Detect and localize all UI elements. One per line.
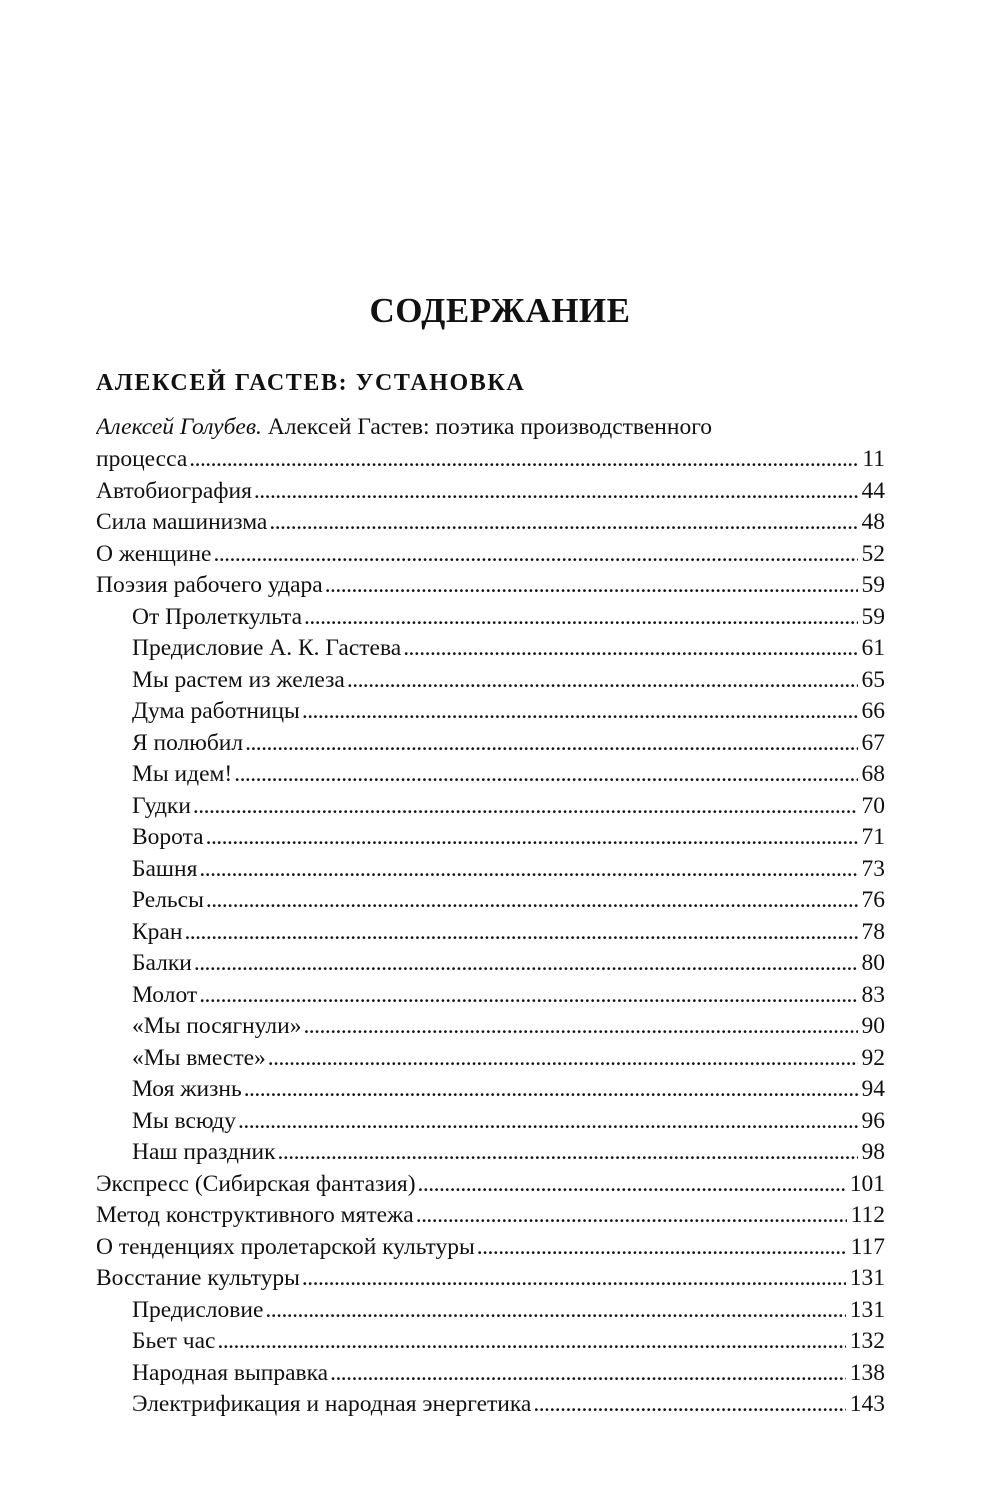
toc-entry (96, 1263, 885, 1295)
toc-entry (96, 1137, 885, 1169)
toc-entry (96, 570, 885, 602)
toc-entry (96, 854, 885, 886)
dot-leader (189, 444, 858, 476)
dot-leader (238, 1106, 857, 1138)
entry-title: Балки (132, 950, 192, 976)
entry-title-line1: Алексей Гастев: поэтика производственного (261, 414, 713, 440)
dot-leader (302, 696, 858, 728)
dot-leader (330, 1358, 846, 1390)
entry-title: Поэзия рабочего удара (96, 572, 323, 598)
entry-title: Дума работницы (132, 698, 300, 724)
toc-entry (96, 1074, 885, 1106)
dot-leader (206, 885, 858, 917)
dot-leader (265, 1295, 845, 1327)
toc-entry (96, 980, 885, 1012)
page-number: 131 (849, 1265, 885, 1291)
entry-title: Гудки (132, 792, 191, 819)
page-number: 117 (850, 1233, 885, 1260)
page-number: 70 (861, 792, 885, 819)
page-number: 48 (861, 509, 885, 535)
toc-list (96, 476, 885, 1421)
page-number: 90 (861, 1013, 885, 1039)
toc-entry (96, 1106, 885, 1138)
toc-entry (96, 696, 885, 728)
toc-entry (96, 1011, 885, 1043)
page-number: 83 (861, 981, 885, 1008)
entry-title: Мы всюду (132, 1107, 237, 1134)
entry-title: Рельсы (132, 887, 204, 913)
toc-entry (96, 1200, 885, 1232)
entry-title: Предисловие (132, 1296, 264, 1323)
toc-entry (96, 602, 885, 634)
entry-title: Автобиография (96, 477, 252, 504)
entry-title-line2: процесса (96, 446, 188, 472)
dot-leader (245, 728, 857, 760)
toc-entry (96, 1326, 885, 1358)
entry-title: Бьет час (132, 1328, 216, 1354)
toc-entry (96, 759, 885, 791)
dot-leader (268, 1043, 858, 1075)
entry-title: О тенденциях пролетарской культуры (96, 1233, 475, 1260)
toc-entry (96, 1295, 885, 1327)
toc-entry (96, 791, 885, 823)
entry-title: «Мы вместе» (132, 1044, 266, 1071)
page-number: 61 (861, 635, 885, 661)
page-number: 59 (861, 572, 885, 598)
page-number: 65 (861, 666, 885, 693)
dot-leader (347, 665, 858, 697)
toc-entry (96, 1043, 885, 1075)
toc-entry (96, 1389, 885, 1421)
page-title: СОДЕРЖАНИЕ (369, 291, 631, 330)
page-number: 101 (849, 1170, 885, 1197)
dot-leader (477, 1232, 847, 1264)
dot-leader (184, 917, 857, 949)
entry-author: Алексей Голубев. (96, 414, 262, 440)
toc-entry (96, 1169, 885, 1201)
dot-leader (269, 507, 857, 539)
entry-title: Молот (132, 981, 198, 1008)
page-number: 44 (861, 477, 885, 504)
dot-leader (199, 980, 857, 1012)
entry-title: О женщине (96, 540, 212, 567)
dot-leader (254, 476, 858, 508)
page-number: 96 (861, 1107, 885, 1134)
dot-leader (304, 602, 857, 634)
dot-leader (244, 1074, 858, 1106)
toc-entry (96, 917, 885, 949)
toc-entry (96, 476, 885, 508)
entry-title: Башня (132, 855, 198, 882)
page-number: 68 (861, 761, 885, 787)
dot-leader (533, 1389, 845, 1421)
dot-leader (278, 1137, 858, 1169)
page-number: 92 (861, 1044, 885, 1071)
toc-entry (96, 507, 885, 539)
entry-title: Народная выправка (132, 1359, 329, 1386)
entry-title: От Пролеткульта (132, 603, 303, 630)
toc-entry (96, 539, 885, 571)
dot-leader (303, 1011, 857, 1043)
dot-leader (213, 539, 857, 571)
entry-title: Предисловие А. К. Гастева (132, 635, 402, 661)
entry-title: Я полюбил (132, 729, 244, 756)
entry-title: Наш праздник (132, 1139, 276, 1165)
page-number: 98 (861, 1139, 885, 1165)
entry-title: Сила машинизма (96, 509, 268, 535)
page-number: 76 (861, 887, 885, 913)
dot-leader (206, 822, 858, 854)
entry-title: Моя жизнь (132, 1076, 242, 1102)
entry-title: Кран (132, 918, 183, 945)
toc-entry (96, 1358, 885, 1390)
page-number: 11 (862, 446, 885, 472)
dot-leader (194, 948, 858, 980)
page-number: 94 (861, 1076, 885, 1102)
entry-title: Экспресс (Сибирская фантазия) (96, 1170, 416, 1197)
entry-title: «Мы посягнули» (132, 1013, 302, 1039)
entry-title: Мы растем из железа (132, 666, 345, 693)
dot-leader (325, 570, 858, 602)
entry-title: Электрификация и народная энергетика (132, 1391, 532, 1417)
toc-entry (96, 665, 885, 697)
entry-title: Ворота (132, 824, 204, 850)
page-number: 78 (861, 918, 885, 945)
page-number: 66 (861, 698, 885, 724)
entry-title: Восстание культуры (96, 1265, 300, 1291)
dot-leader (234, 759, 857, 791)
dot-leader (302, 1263, 846, 1295)
page-number: 112 (850, 1202, 885, 1228)
page-number: 138 (849, 1359, 885, 1386)
dot-leader (193, 791, 858, 823)
dot-leader (416, 1200, 847, 1232)
page-number: 80 (861, 950, 885, 976)
entry-title: Метод конструктивного мятежа (96, 1202, 414, 1228)
page-number: 131 (849, 1296, 885, 1323)
dot-leader (199, 854, 857, 886)
page-number: 52 (861, 540, 885, 567)
page-number: 59 (861, 603, 885, 630)
dot-leader (418, 1169, 846, 1201)
dot-leader (217, 1326, 845, 1358)
toc-entry (96, 728, 885, 760)
toc-entry (96, 948, 885, 980)
toc-entry (96, 822, 885, 854)
section-heading: АЛЕКСЕЙ ГАСТЕВ: УСТАНОВКА (96, 370, 526, 396)
page-number: 143 (849, 1391, 885, 1417)
toc-entry (96, 885, 885, 917)
toc-entry (96, 633, 885, 665)
page-number: 73 (861, 855, 885, 882)
toc-entry (96, 1232, 885, 1264)
page-number: 132 (849, 1328, 885, 1354)
table-of-contents (96, 412, 885, 1421)
dot-leader (403, 633, 857, 665)
entry-title: Мы идем! (132, 761, 233, 787)
toc-entry-intro-line1 (96, 412, 885, 444)
page-number: 67 (861, 729, 885, 756)
toc-entry-intro-line2 (96, 444, 885, 476)
page-number: 71 (861, 824, 885, 850)
